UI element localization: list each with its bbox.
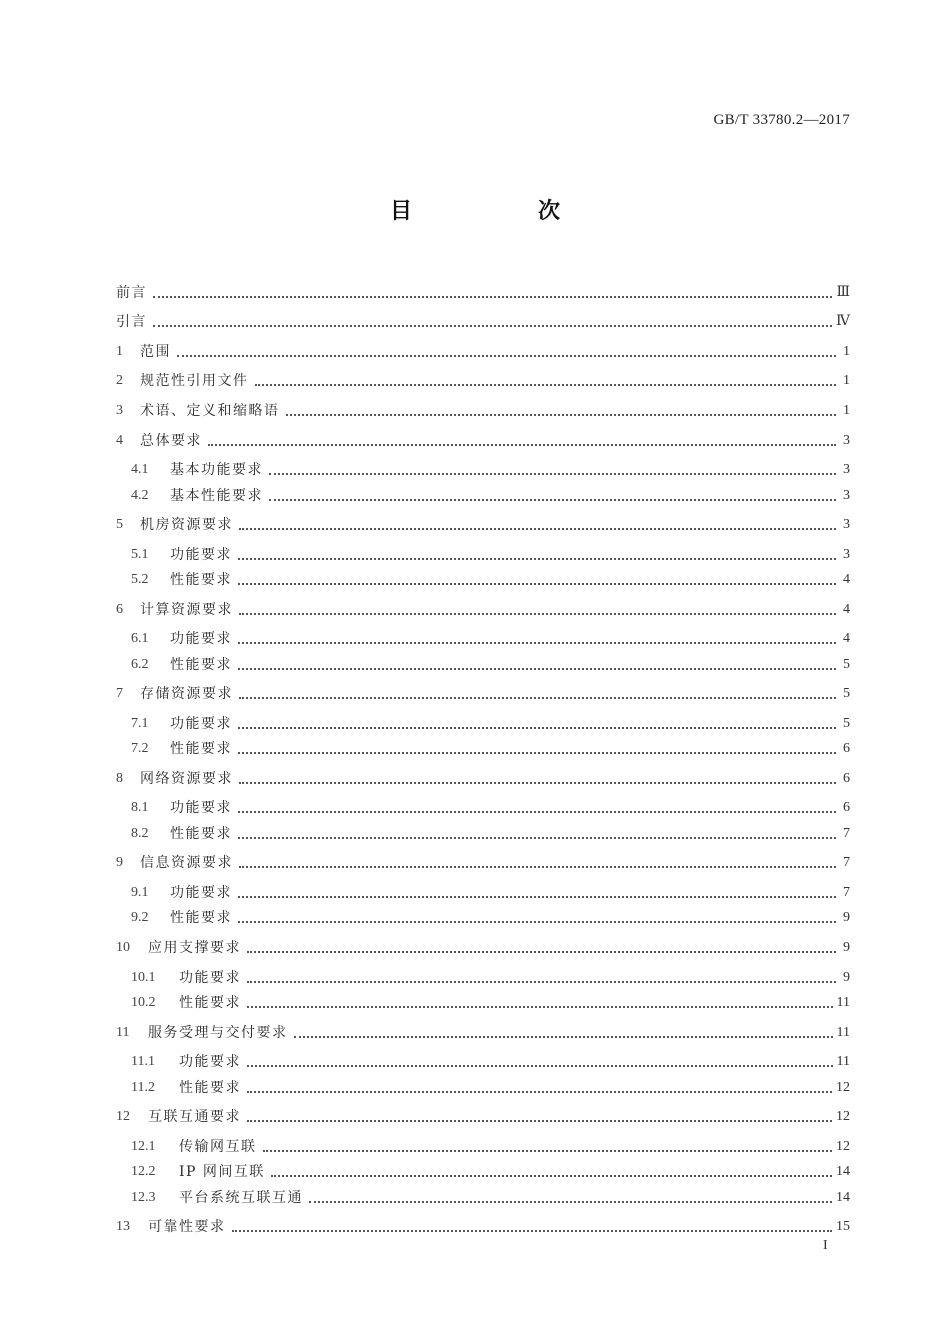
toc-entry-title: 可靠性要求 (148, 1219, 226, 1236)
toc-entry[interactable] (116, 788, 850, 818)
toc-entry[interactable] (116, 1071, 850, 1096)
toc-entry-number: 6.1 (131, 631, 149, 647)
toc-entry-page: 1 (843, 373, 850, 389)
toc-entry-title: 性能要求 (179, 1079, 241, 1096)
toc-dot-leader (263, 1150, 833, 1152)
toc-entry-title: 功能要求 (170, 546, 232, 563)
toc-entry-number: 4.1 (131, 462, 149, 478)
toc-entry[interactable] (116, 1181, 850, 1206)
toc-entry-page: 1 (843, 402, 850, 418)
toc-entry-title: 服务受理与交付要求 (148, 1024, 288, 1041)
toc-entry-number: 6.2 (131, 656, 149, 672)
toc-entry-page: 1 (843, 343, 850, 359)
toc-entry-page: 3 (843, 487, 850, 503)
toc-entry[interactable] (116, 302, 850, 332)
toc-entry-number: 10.2 (131, 995, 156, 1011)
toc-entry-number: 7.2 (131, 741, 149, 757)
toc-entry-page: 4 (843, 601, 850, 617)
toc-dot-leader (271, 1175, 832, 1177)
toc-entry-title: 规范性引用文件 (140, 373, 249, 390)
toc-entry-page: 9 (843, 969, 850, 985)
toc-entry-page: 7 (843, 825, 850, 841)
toc-entry-number: 12 (116, 1109, 130, 1125)
toc-dot-leader (286, 414, 837, 416)
page-number: I (823, 1238, 828, 1253)
toc-dot-leader (238, 558, 836, 560)
toc-entry[interactable] (116, 957, 850, 987)
toc-entry[interactable] (116, 843, 850, 873)
toc-entry[interactable] (116, 619, 850, 649)
toc-dot-leader (238, 811, 836, 813)
toc-entry[interactable] (116, 817, 850, 842)
toc-dot-leader (238, 921, 836, 923)
toc-dot-leader (247, 951, 836, 953)
toc-entry-number: 9.1 (131, 885, 149, 901)
toc-entry[interactable] (116, 674, 850, 704)
toc-dot-leader (238, 896, 836, 898)
toc-entry-title: IP 网间互联 (179, 1164, 265, 1181)
toc-entry-page: 5 (843, 715, 850, 731)
toc-entry-title: 总体要求 (140, 432, 202, 449)
toc-entry-title: 功能要求 (179, 1054, 241, 1071)
toc-dot-leader (177, 355, 836, 357)
toc-dot-leader (239, 613, 836, 615)
toc-entry[interactable] (116, 420, 850, 450)
toc-entry-title: 性能要求 (170, 825, 232, 842)
toc-entry-title: 性能要求 (170, 741, 232, 758)
toc-dot-leader (153, 325, 832, 327)
toc-dot-leader (309, 1201, 832, 1203)
toc-entry-title: 网络资源要求 (140, 770, 233, 787)
toc-dot-leader (238, 752, 836, 754)
toc-entry-number: 5.1 (131, 546, 149, 562)
toc-entry-title: 机房资源要求 (140, 517, 233, 534)
toc-entry[interactable] (116, 272, 850, 302)
toc-dot-leader (247, 1006, 833, 1008)
toc-entry[interactable] (116, 733, 850, 758)
toc-dot-leader (269, 499, 836, 501)
toc-entry-title: 功能要求 (170, 885, 232, 902)
toc-entry-page: 9 (843, 940, 850, 956)
toc-entry-page: 12 (836, 1079, 850, 1095)
toc-entry-title: 功能要求 (170, 715, 232, 732)
toc-entry-page: 7 (843, 885, 850, 901)
toc-dot-leader (247, 1065, 833, 1067)
toc-entry[interactable] (116, 1042, 850, 1072)
toc-entry[interactable] (116, 1012, 850, 1042)
toc-entry-page: 3 (843, 432, 850, 448)
toc-entry-number: 3 (116, 402, 123, 418)
toc-entry-title: 术语、定义和缩略语 (140, 402, 280, 419)
toc-entry[interactable] (116, 505, 850, 535)
toc-entry-title: 性能要求 (170, 656, 232, 673)
toc-dot-leader (208, 444, 836, 446)
toc-entry[interactable] (116, 1207, 850, 1237)
toc-entry-page: 9 (843, 910, 850, 926)
toc-dot-leader (247, 981, 836, 983)
standard-code: GB/T 33780.2—2017 (713, 112, 850, 128)
toc-entry-title: 基本性能要求 (170, 487, 263, 504)
toc-entry-page: 11 (836, 1024, 850, 1040)
toc-entry-page: 3 (843, 546, 850, 562)
toc-entry-number: 8.2 (131, 825, 149, 841)
toc-entry-page: 7 (843, 855, 850, 871)
toc-dot-leader (269, 473, 836, 475)
toc-entry-title: 平台系统互联互通 (179, 1189, 303, 1206)
toc-dot-leader (294, 1036, 833, 1038)
toc-entry-page: 3 (843, 517, 850, 533)
toc-dot-leader (238, 727, 836, 729)
toc-entry[interactable] (116, 987, 850, 1012)
toc-dot-leader (239, 782, 836, 784)
toc-entry-title: 基本功能要求 (170, 462, 263, 479)
toc-entry-page: 3 (843, 462, 850, 478)
toc-entry[interactable] (116, 534, 850, 564)
toc-entry-page: Ⅲ (836, 284, 850, 300)
toc-entry-title: 引言 (116, 314, 147, 331)
toc-entry-number: 10 (116, 940, 130, 956)
toc-entry-number: 5 (116, 517, 123, 533)
toc-entry-number: 7.1 (131, 715, 149, 731)
toc-dot-leader (238, 668, 836, 670)
toc-entry-title: 性能要求 (170, 572, 232, 589)
toc-entry-number: 13 (116, 1219, 130, 1235)
toc-entry-page: 14 (836, 1164, 850, 1180)
toc-entry[interactable] (116, 1156, 850, 1181)
toc-entry-page: Ⅳ (836, 314, 850, 330)
toc-entry-number: 10.1 (131, 969, 156, 985)
toc-entry[interactable] (116, 1126, 850, 1156)
toc-entry-number: 11.2 (131, 1079, 155, 1095)
toc-dot-leader (239, 866, 836, 868)
toc-entry-title: 性能要求 (170, 910, 232, 927)
toc-entry-number: 11 (116, 1024, 130, 1040)
toc-entry-number: 9 (116, 855, 123, 871)
toc-entry-title: 功能要求 (170, 800, 232, 817)
toc-entry-page: 5 (843, 686, 850, 702)
toc-entry-number: 5.2 (131, 572, 149, 588)
toc-entry-page: 11 (836, 1054, 850, 1070)
toc-entry-number: 8.1 (131, 800, 149, 816)
toc-entry-number: 4.2 (131, 487, 149, 503)
toc-entry-page: 15 (836, 1219, 850, 1235)
toc-entry-page: 12 (836, 1138, 850, 1154)
toc-entry-number: 12.1 (131, 1138, 156, 1154)
toc-entry[interactable] (116, 648, 850, 673)
toc-entry-title: 互联互通要求 (148, 1109, 241, 1126)
toc-entry-title: 前言 (116, 284, 147, 301)
toc-entry[interactable] (116, 872, 850, 902)
toc-dot-leader (255, 384, 837, 386)
toc-entry-page: 14 (836, 1189, 850, 1205)
toc-dot-leader (238, 837, 836, 839)
toc-dot-leader (239, 697, 836, 699)
toc-entry-page: 6 (843, 800, 850, 816)
toc-entry[interactable] (116, 361, 850, 391)
toc-entry-title: 功能要求 (179, 969, 241, 986)
toc-dot-leader (238, 583, 836, 585)
toc-entry[interactable] (116, 927, 850, 957)
toc-entry[interactable] (116, 450, 850, 480)
toc-entry-title: 计算资源要求 (140, 601, 233, 618)
toc-entry-number: 1 (116, 343, 123, 359)
toc-entry-number: 11.1 (131, 1054, 155, 1070)
toc-entry-number: 8 (116, 770, 123, 786)
toc-entry-title: 信息资源要求 (140, 855, 233, 872)
toc-entry-title: 性能要求 (179, 995, 241, 1012)
toc-entry-page: 4 (843, 572, 850, 588)
toc-entry-number: 12.2 (131, 1164, 156, 1180)
toc-entry-number: 9.2 (131, 910, 149, 926)
toc-entry[interactable] (116, 703, 850, 733)
toc-dot-leader (239, 528, 836, 530)
toc-entry[interactable] (116, 902, 850, 927)
page-title: 目 次 (389, 199, 612, 224)
toc-entry-title: 传输网互联 (179, 1138, 257, 1155)
toc-entry-number: 12.3 (131, 1189, 156, 1205)
toc-entry[interactable] (116, 479, 850, 504)
toc-entry-number: 4 (116, 432, 123, 448)
toc-dot-leader (247, 1120, 832, 1122)
toc-entry-title: 应用支撑要求 (148, 940, 241, 957)
toc-entry-page: 5 (843, 656, 850, 672)
toc-entry-number: 6 (116, 601, 123, 617)
toc-entry-page: 12 (836, 1109, 850, 1125)
toc-entry[interactable] (116, 331, 850, 361)
toc-entry[interactable] (116, 1097, 850, 1127)
toc-entry[interactable] (116, 758, 850, 788)
toc-entry[interactable] (116, 390, 850, 420)
toc-entry-title: 存储资源要求 (140, 686, 233, 703)
toc-entry-page: 6 (843, 770, 850, 786)
toc-entry[interactable] (116, 564, 850, 589)
toc-entry-page: 11 (836, 995, 850, 1011)
toc-dot-leader (238, 642, 836, 644)
toc-dot-leader (232, 1230, 833, 1232)
toc-entry-number: 2 (116, 373, 123, 389)
toc-entry-title: 范围 (140, 343, 171, 360)
toc-entry-title: 功能要求 (170, 631, 232, 648)
toc-dot-leader (153, 296, 832, 298)
toc-entry-page: 6 (843, 741, 850, 757)
table-of-contents (116, 272, 850, 1236)
toc-entry-page: 4 (843, 631, 850, 647)
toc-entry[interactable] (116, 589, 850, 619)
toc-dot-leader (247, 1091, 832, 1093)
toc-entry-number: 7 (116, 686, 123, 702)
